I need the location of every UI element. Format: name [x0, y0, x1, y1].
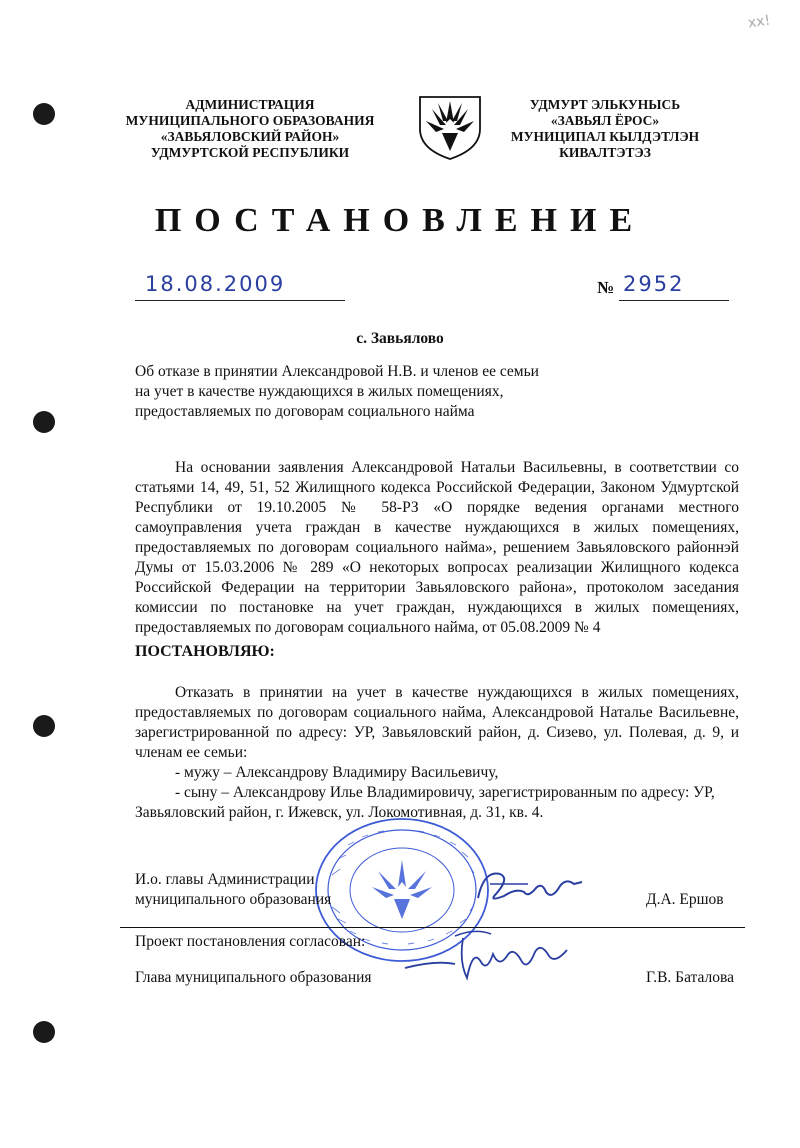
- header-right: [500, 97, 710, 161]
- number-underline: [619, 272, 729, 301]
- header-right-line: УДМУРТ ЭЛЬКУНЫСЬ: [529, 97, 681, 112]
- date-field: [135, 272, 345, 301]
- subject: [135, 362, 585, 422]
- handwritten-signature: [470, 858, 590, 918]
- header-right-line: МУНИЦИПАЛ КЫЛДЭТЛЭН: [510, 129, 700, 144]
- place: с. Завьялово: [356, 330, 444, 347]
- header-left-line: АДМИНИСТРАЦИЯ: [185, 97, 315, 112]
- header-left: [115, 97, 385, 161]
- header-right-line: «ЗАВЬЯЛ ЁРОС»: [550, 113, 660, 128]
- document-title: ПОСТАНОВЛЕНИЕ: [154, 202, 646, 239]
- date-value: 18.08.2009: [145, 272, 286, 296]
- number-field: [597, 272, 729, 300]
- acting-head-line: И.о. главы Администрации: [135, 871, 315, 888]
- family-item: - мужу – Александрову Владимиру Васильевичу,: [175, 764, 499, 781]
- subject-line: Об отказе в принятии Александровой Н.В. и членов ее семьи: [135, 363, 539, 380]
- header-left-line: УДМУРТСКОЙ РЕСПУБЛИКИ: [150, 145, 350, 160]
- header-left-line: «ЗАВЬЯЛОВСКИЙ РАЙОН»: [160, 129, 340, 144]
- binder-hole: [33, 715, 55, 737]
- acting-head-line: муниципального образования: [135, 891, 332, 908]
- handwritten-signature: [395, 918, 595, 998]
- preamble-block: [135, 458, 739, 638]
- decision-block: [135, 683, 739, 823]
- decision-paragraph: Отказать в принятии на учет в качестве нуждающихся в жилых помещениях, предоставляемых по договорам социального найма, Александровой Наталье Васильевне, зарегистрированной по адресу: УР, Завьяловский район, д. Сизево, ул. Полевая, д. 9, и членам ее семьи:: [135, 684, 739, 761]
- binder-hole: [33, 411, 55, 433]
- preamble-paragraph: На основании заявления Александровой Натальи Васильевны, в соответствии со статьями 14, 49, 51, 52 Жилищного кодекса Российской Федерации, Законом Удмуртской Республики от 19.10.2005 № 58-РЗ «О порядке ведения органами местного самоуправления учета граждан в качестве нуждающихся в жилых помещениях, предоставляемых по договорам социального найма», решением Завьяловского районнэй Думы от 15.03.2006 № 289 «О некоторых вопросах реализации Жилищного кодекса Российской Федерации на территории Завьяловского района», протоколом заседания комиссии по постановке на учет граждан, нуждающихся в жилых помещениях, предоставляемых по договорам социального найма, от 05.08.2009 № 4: [135, 459, 739, 636]
- head-name: Г.В. Баталова: [646, 969, 735, 986]
- acting-head-name: Д.А. Ершов: [646, 891, 724, 908]
- agreed-label: Проект постановления согласован:: [135, 933, 366, 950]
- family-item-continuation: Завьяловский район, г. Ижевск, ул. Локомотивная, д. 31, кв. 4.: [135, 804, 544, 821]
- head-title: Глава муниципального образования: [135, 969, 372, 986]
- number-value: 2952: [623, 272, 685, 296]
- number-label: №: [597, 278, 615, 297]
- resolve-heading: ПОСТАНОВЛЯЮ:: [135, 643, 275, 660]
- binder-hole: [33, 103, 55, 125]
- corner-handwritten-mark: хх!: [746, 12, 772, 32]
- header-left-line: МУНИЦИПАЛЬНОГО ОБРАЗОВАНИЯ: [125, 113, 375, 128]
- subject-line: на учет в качестве нуждающихся в жилых помещениях,: [135, 383, 504, 400]
- binder-hole: [33, 1021, 55, 1043]
- acting-head-title: [135, 870, 331, 910]
- family-item: - сыну – Александрову Илье Владимировичу, зарегистрированным по адресу: УР,: [175, 784, 715, 801]
- header-right-line: КИВАЛТЭТЭЗ: [559, 145, 651, 160]
- subject-line: предоставляемых по договорам социального найма: [135, 403, 475, 420]
- emblem-logo: [410, 85, 490, 161]
